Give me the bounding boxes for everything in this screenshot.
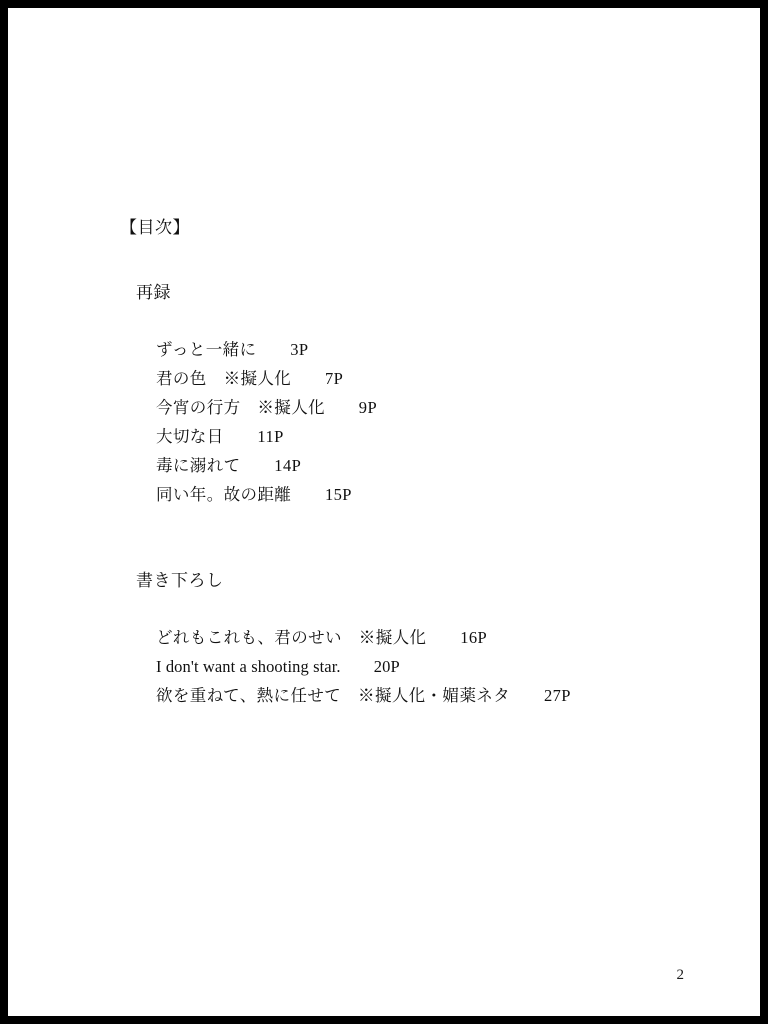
toc-entry: どれもこれも、君のせい ※擬人化 16P [156, 628, 488, 647]
table-of-contents-heading: 【目次】 [120, 218, 190, 237]
toc-entry: ずっと一緒に 3P [156, 340, 309, 359]
section-title-sairoku: 再録 [136, 283, 171, 302]
toc-entry: 同い年。故の距離 15P [156, 485, 352, 504]
section-title-kakioroshi: 書き下ろし [136, 571, 224, 590]
page-content [8, 8, 760, 1016]
document-page [8, 8, 760, 1016]
toc-entry: 欲を重ねて、熱に任せて ※擬人化・媚薬ネタ 27P [156, 686, 571, 705]
toc-entry: 今宵の行方 ※擬人化 9P [156, 398, 378, 417]
toc-entry: 大切な日 11P [156, 427, 284, 446]
page-number: 2 [676, 967, 684, 983]
toc-entry: 毒に溺れて 14P [156, 456, 302, 475]
toc-entry: 君の色 ※擬人化 7P [156, 369, 344, 388]
toc-entry: I don't want a shooting star. 20P [156, 657, 400, 676]
